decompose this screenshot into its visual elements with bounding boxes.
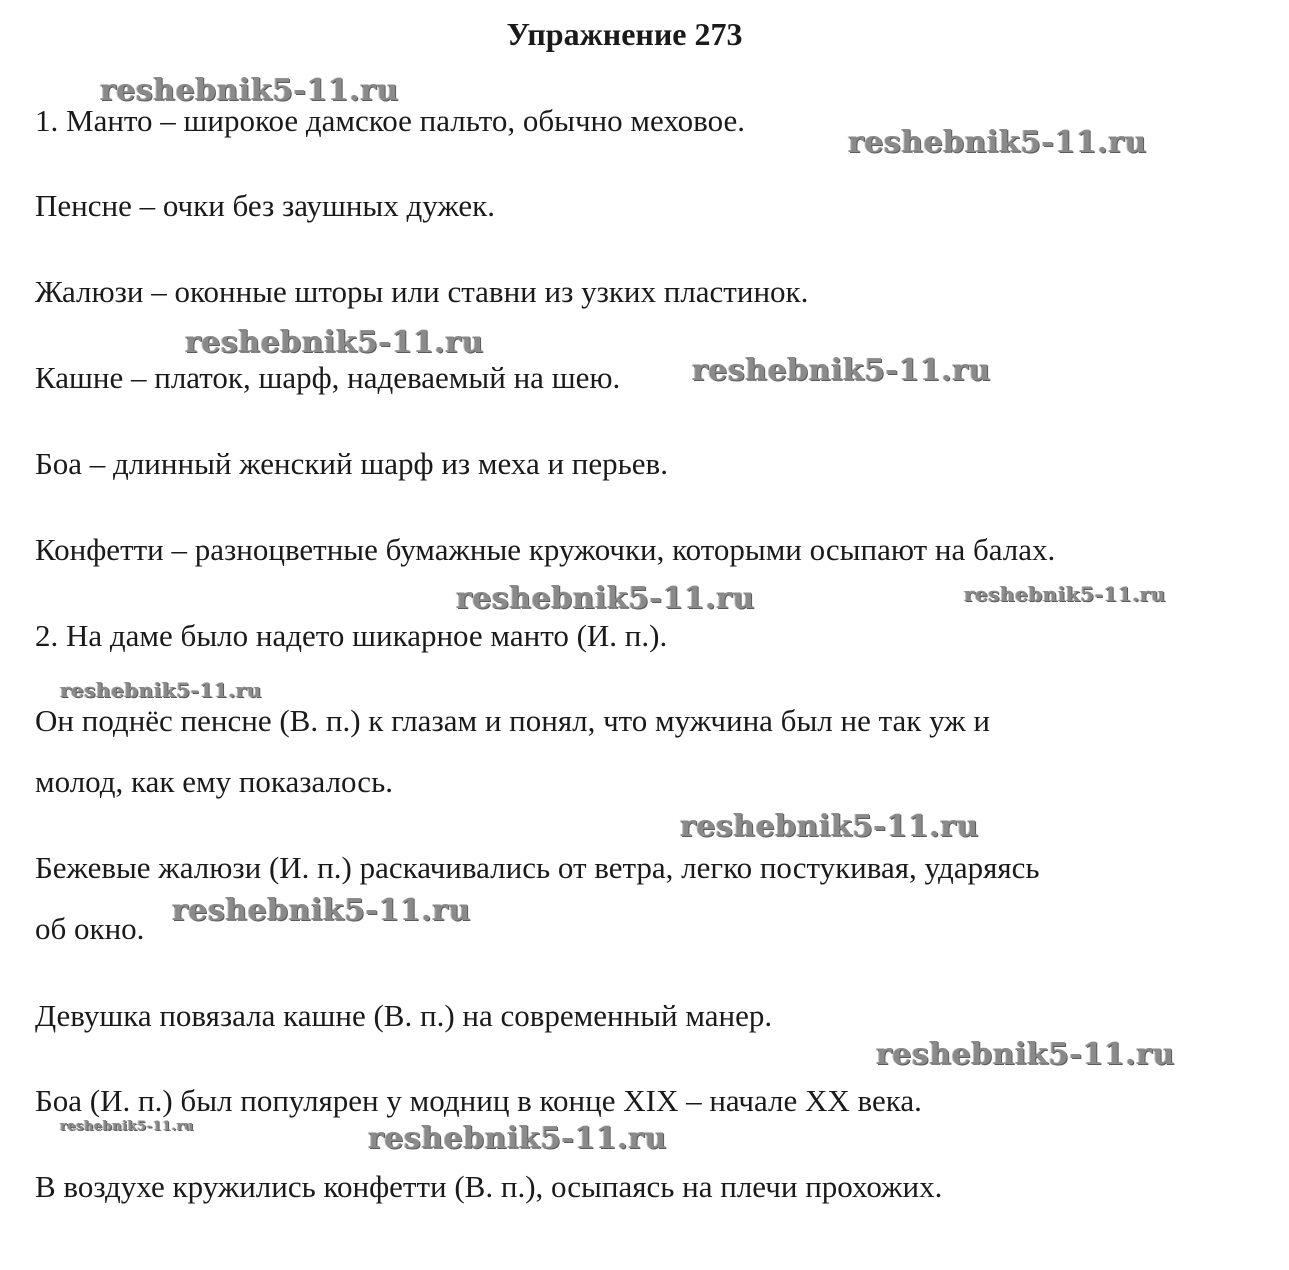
watermark: reshebnik5-11.ru	[456, 581, 755, 616]
definition-manto: 1. Манто – широкое дамское пальто, обычно меховое.	[35, 103, 745, 138]
definition-zhalyuzi: Жалюзи – оконные шторы или ставни из узких пластинок.	[35, 274, 809, 309]
watermark: reshebnik5-11.ru	[964, 582, 1166, 606]
watermark: reshebnik5-11.ru	[185, 325, 484, 360]
watermark: reshebnik5-11.ru	[60, 678, 262, 702]
definition-boa: Боа – длинный женский шарф из меха и перьев.	[35, 446, 668, 481]
sentence-pensne-line2: молод, как ему показалось.	[35, 764, 393, 799]
watermark: reshebnik5-11.ru	[692, 353, 991, 388]
watermark: reshebnik5-11.ru	[100, 73, 399, 108]
sentence-pensne-line1: Он поднёс пенсне (В. п.) к глазам и понял, что мужчина был не так уж и	[35, 703, 990, 738]
definition-pensne: Пенсне – очки без заушных дужек.	[35, 188, 495, 223]
exercise-title: Упражнение 273	[506, 16, 743, 52]
sentence-zhalyuzi-line2: об окно.	[35, 911, 145, 946]
watermark: reshebnik5-11.ru	[876, 1037, 1175, 1072]
sentence-manto: 2. На даме было надето шикарное манто (И. п.).	[35, 618, 668, 653]
sentence-zhalyuzi-line1: Бежевые жалюзи (И. п.) раскачивались от ветра, легко постукивая, ударяясь	[35, 850, 1040, 885]
watermark: reshebnik5-11.ru	[368, 1121, 667, 1156]
sentence-kashne: Девушка повязала кашне (В. п.) на современный манер.	[35, 998, 773, 1033]
watermark: reshebnik5-11.ru	[848, 125, 1147, 160]
watermark: reshebnik5-11.ru	[60, 1119, 195, 1134]
watermark: reshebnik5-11.ru	[172, 893, 471, 928]
sentence-konfetti: В воздухе кружились конфетти (В. п.), осыпаясь на плечи прохожих.	[35, 1169, 943, 1204]
definition-kashne: Кашне – платок, шарф, надеваемый на шею.	[35, 360, 621, 395]
sentence-boa: Боа (И. п.) был популярен у модниц в конце XIX – начале XX века.	[35, 1083, 922, 1118]
watermark: reshebnik5-11.ru	[680, 809, 979, 844]
definition-konfetti: Конфетти – разноцветные бумажные кружочки, которыми осыпают на балах.	[35, 532, 1056, 567]
